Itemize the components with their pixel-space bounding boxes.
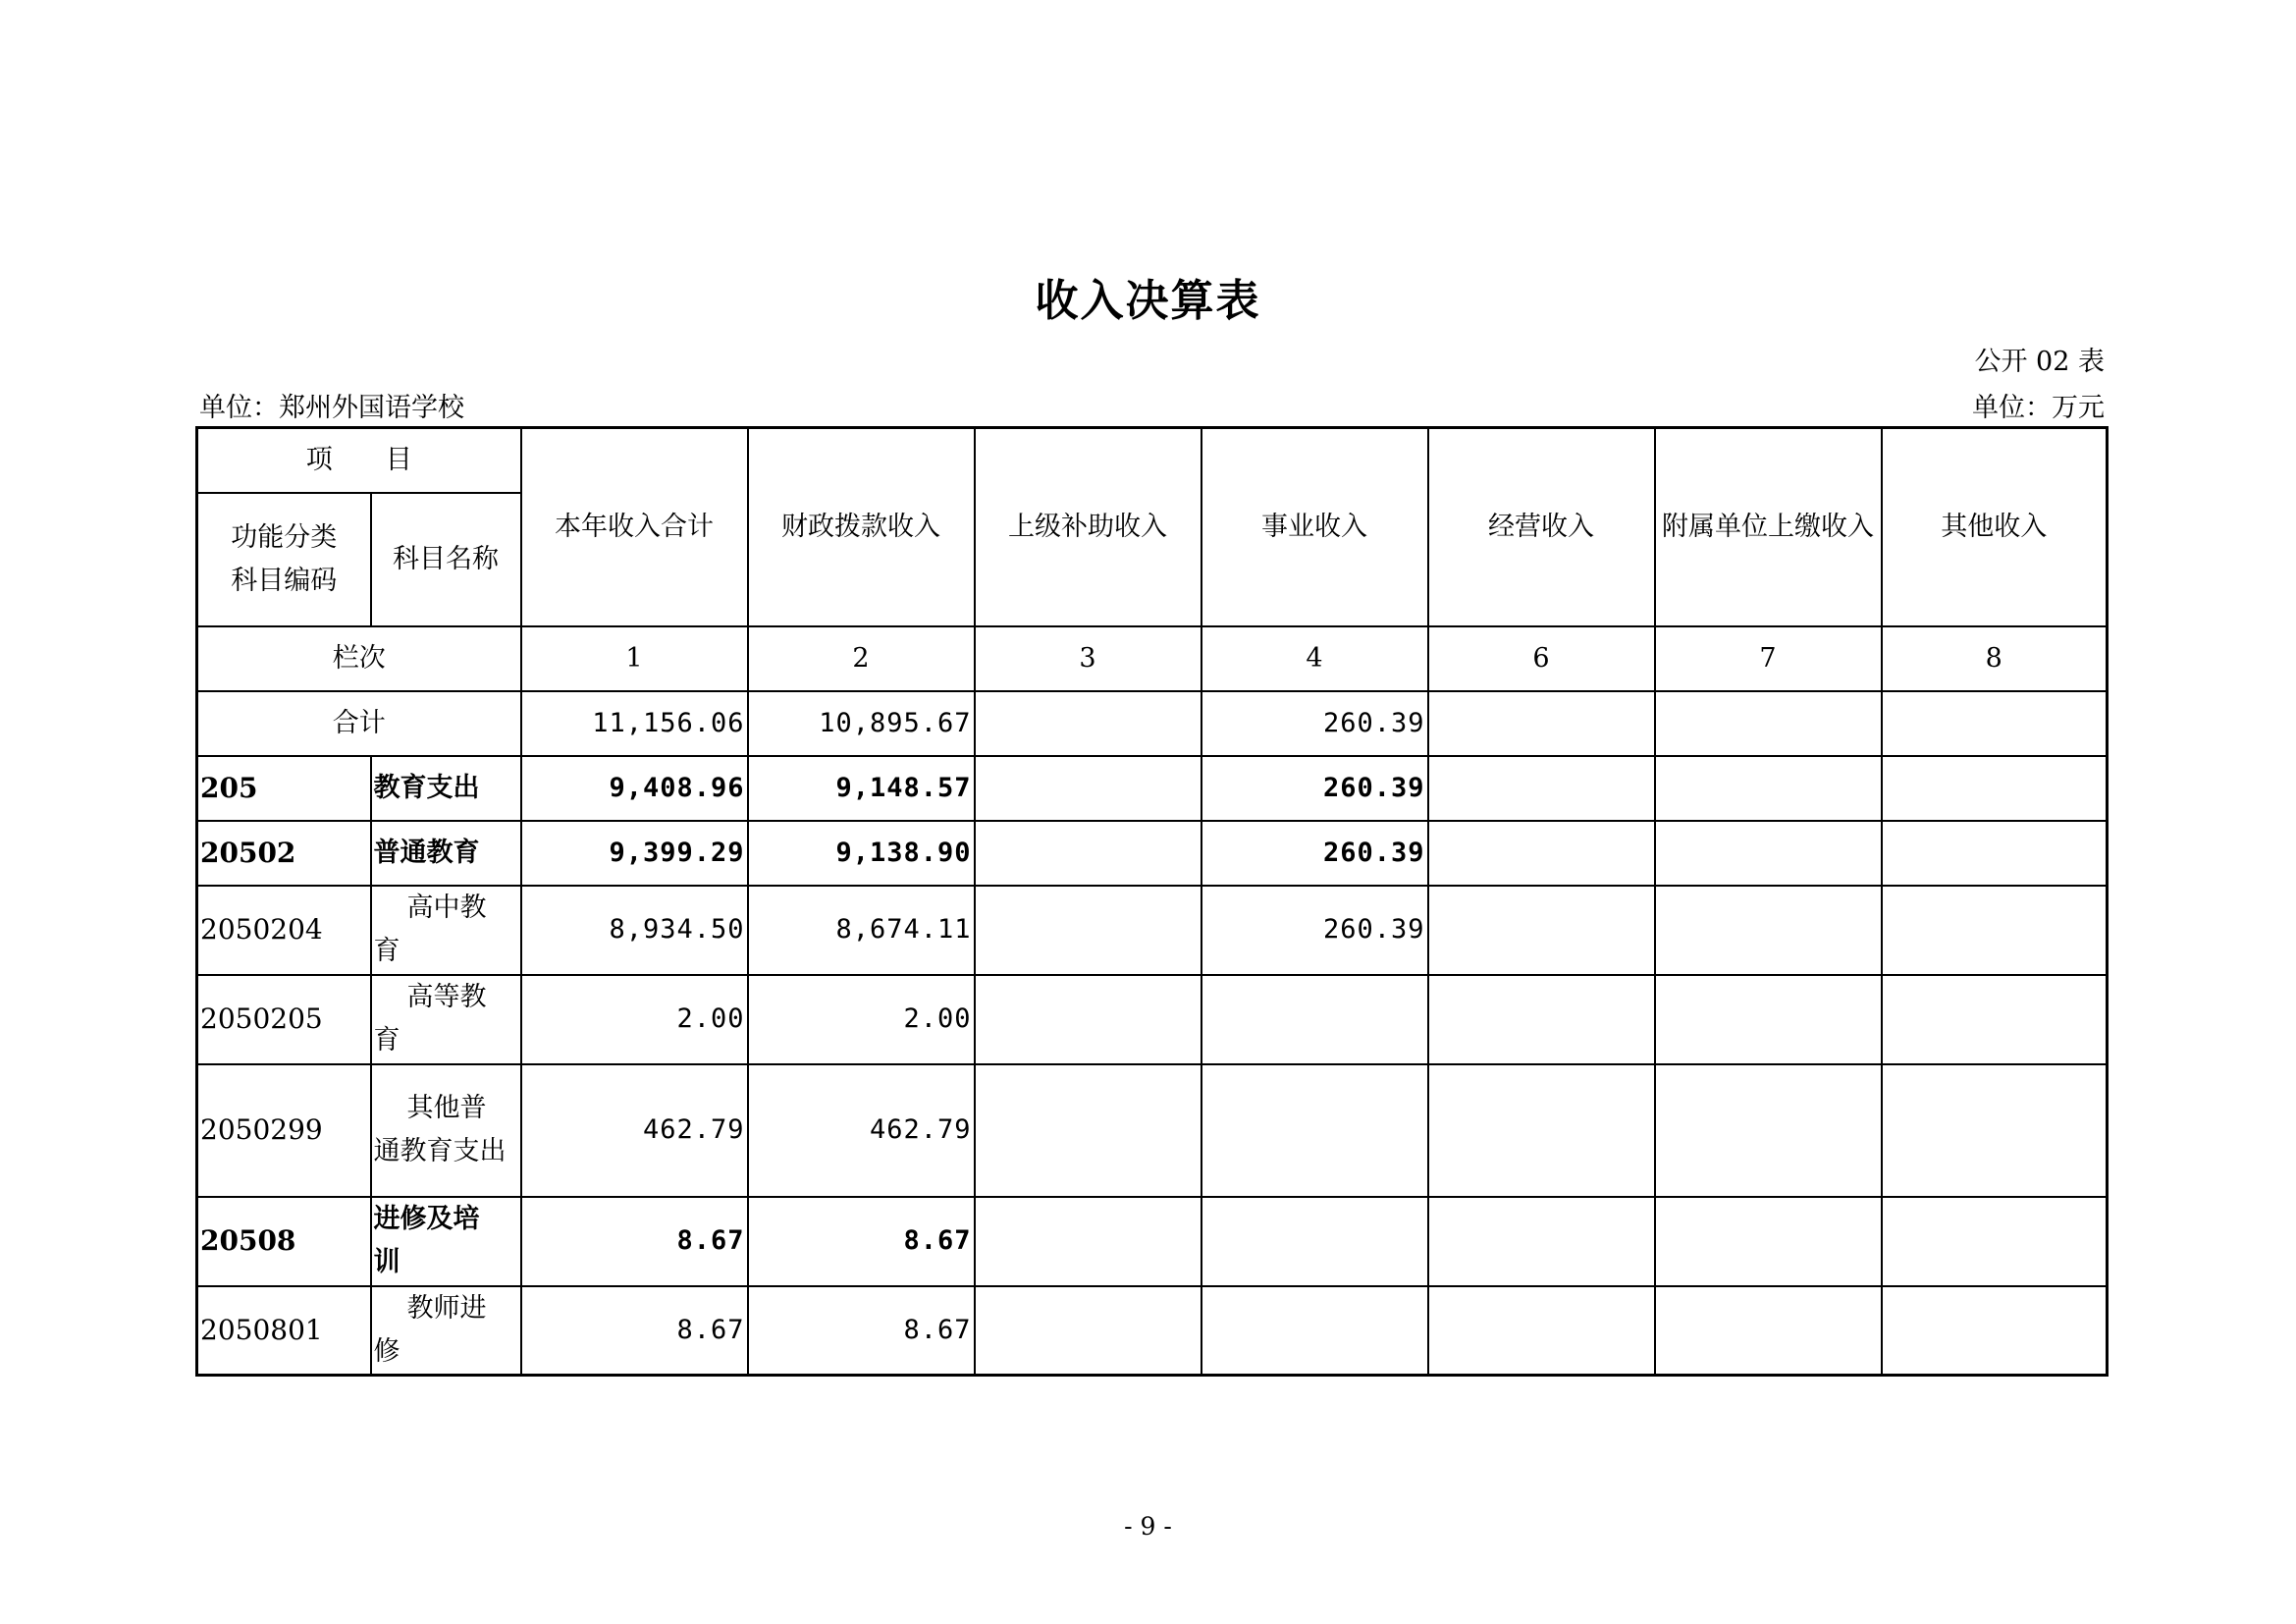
row-value (1201, 975, 1428, 1064)
row-value (1655, 1197, 1882, 1286)
row-name-rest: 育 (373, 1025, 400, 1056)
row-code: 20502 (197, 821, 371, 886)
row-value (975, 1197, 1201, 1286)
row-name-rest: 通教育支出 (373, 1136, 507, 1166)
table-row (197, 1197, 2108, 1286)
table-row (197, 1286, 2108, 1376)
row-value: 8.67 (748, 1197, 975, 1286)
header-col-affiliated: 附属单位上缴收入 (1655, 428, 1882, 626)
header-func-code-line1: 功能分类 (231, 521, 338, 553)
row-value (1201, 1286, 1428, 1376)
row-value: 9,138.90 (748, 821, 975, 886)
row-value: 9,399.29 (521, 821, 748, 886)
row-value (1655, 756, 1882, 821)
column-index-cell: 8 (1882, 626, 2108, 691)
row-value: 462.79 (521, 1064, 748, 1197)
row-value: 9,148.57 (748, 756, 975, 821)
row-value (1882, 1286, 2108, 1376)
row-value: 8,674.11 (748, 886, 975, 975)
row-value (975, 821, 1201, 886)
row-value (1428, 1286, 1655, 1376)
header-col-superior-subsidy: 上级补助收入 (975, 428, 1201, 626)
row-value (1655, 1286, 1882, 1376)
row-value (1428, 1064, 1655, 1197)
row-value (1882, 1064, 2108, 1197)
total-value (1655, 691, 1882, 756)
row-value (1882, 821, 2108, 886)
row-value: 260.39 (1201, 821, 1428, 886)
row-name-first: 高等教 (406, 982, 487, 1012)
table-row (197, 1064, 2108, 1197)
row-value: 9,408.96 (521, 756, 748, 821)
row-value (975, 756, 1201, 821)
row-value: 2.00 (521, 975, 748, 1064)
row-name-first: 高中教 (406, 893, 487, 923)
page-number: - 9 - (1124, 1512, 1172, 1541)
total-value: 11,156.06 (521, 691, 748, 756)
unit-organization (199, 386, 464, 424)
header-item: 项 目 (197, 428, 521, 493)
row-value (1882, 1197, 2108, 1286)
row-value (975, 1064, 1201, 1197)
total-row (197, 691, 2108, 756)
row-value: 462.79 (748, 1064, 975, 1197)
row-value (975, 975, 1201, 1064)
row-value: 2.00 (748, 975, 975, 1064)
total-value (1428, 691, 1655, 756)
total-label: 合计 (197, 691, 521, 756)
column-index-cell: 3 (975, 626, 1201, 691)
row-name-rest: 修 (373, 1335, 400, 1367)
row-value: 8.67 (748, 1286, 975, 1376)
column-index-cell: 2 (748, 626, 975, 691)
unit-currency-text: 单位：万元 (1972, 393, 2105, 423)
row-value: 8.67 (521, 1286, 748, 1376)
row-name (371, 1286, 521, 1376)
row-name-first: 其他普 (406, 1093, 487, 1123)
total-value (975, 691, 1201, 756)
row-code: 205 (197, 756, 371, 821)
header-col-fiscal: 财政拨款收入 (748, 428, 975, 626)
row-value: 8.67 (521, 1197, 748, 1286)
total-value (1882, 691, 2108, 756)
header-col-business: 事业收入 (1201, 428, 1428, 626)
total-value: 10,895.67 (748, 691, 975, 756)
row-value: 260.39 (1201, 886, 1428, 975)
row-value (1882, 756, 2108, 821)
row-name (371, 886, 521, 975)
page-title: 收入决算表 (1035, 276, 1261, 326)
column-index-cell: 1 (521, 626, 748, 691)
row-value (1655, 1064, 1882, 1197)
row-name: 普通教育 (371, 821, 521, 886)
form-code: 公开 02 表 (1974, 347, 2105, 377)
row-code: 2050204 (197, 886, 371, 975)
column-index-label: 栏次 (197, 626, 521, 691)
unit-organization-text: 单位：郑州外国语学校 (199, 393, 464, 423)
row-name (371, 1197, 521, 1286)
unit-currency (1972, 386, 2105, 424)
header-col-total: 本年收入合计 (521, 428, 748, 626)
table-row (197, 886, 2108, 975)
row-value: 260.39 (1201, 756, 1428, 821)
row-name: 教育支出 (371, 756, 521, 821)
income-final-accounts-table (195, 426, 2109, 1377)
row-value (1655, 821, 1882, 886)
total-value: 260.39 (1201, 691, 1428, 756)
row-value (1201, 1064, 1428, 1197)
column-index-row (197, 626, 2108, 691)
row-value (1428, 756, 1655, 821)
header-func-code (197, 493, 371, 626)
row-value (1428, 886, 1655, 975)
row-value: 8,934.50 (521, 886, 748, 975)
header-col-operating: 经营收入 (1428, 428, 1655, 626)
header-subject-name: 科目名称 (371, 493, 521, 626)
row-name-rest: 育 (373, 936, 400, 966)
column-index-cell: 4 (1201, 626, 1428, 691)
header-func-code-line2: 科目编码 (231, 565, 338, 596)
row-value (1428, 1197, 1655, 1286)
header-row-1 (197, 428, 2108, 493)
row-value (1428, 975, 1655, 1064)
table-row (197, 821, 2108, 886)
row-value (1655, 975, 1882, 1064)
column-index-cell: 7 (1655, 626, 1882, 691)
table-row (197, 756, 2108, 821)
header-col-other: 其他收入 (1882, 428, 2108, 626)
row-value (1655, 886, 1882, 975)
row-name (371, 975, 521, 1064)
row-name-rest: 训 (373, 1247, 400, 1277)
row-name-first: 进修及培 (373, 1204, 480, 1234)
row-value (975, 886, 1201, 975)
row-value (1428, 821, 1655, 886)
row-value (1882, 886, 2108, 975)
row-value (1201, 1197, 1428, 1286)
row-code: 2050205 (197, 975, 371, 1064)
row-value (1882, 975, 2108, 1064)
row-code: 20508 (197, 1197, 371, 1286)
row-value (975, 1286, 1201, 1376)
row-code: 2050299 (197, 1064, 371, 1197)
row-name-first: 教师进 (406, 1292, 487, 1324)
row-name (371, 1064, 521, 1197)
column-index-cell: 6 (1428, 626, 1655, 691)
row-code: 2050801 (197, 1286, 371, 1376)
table-row (197, 975, 2108, 1064)
